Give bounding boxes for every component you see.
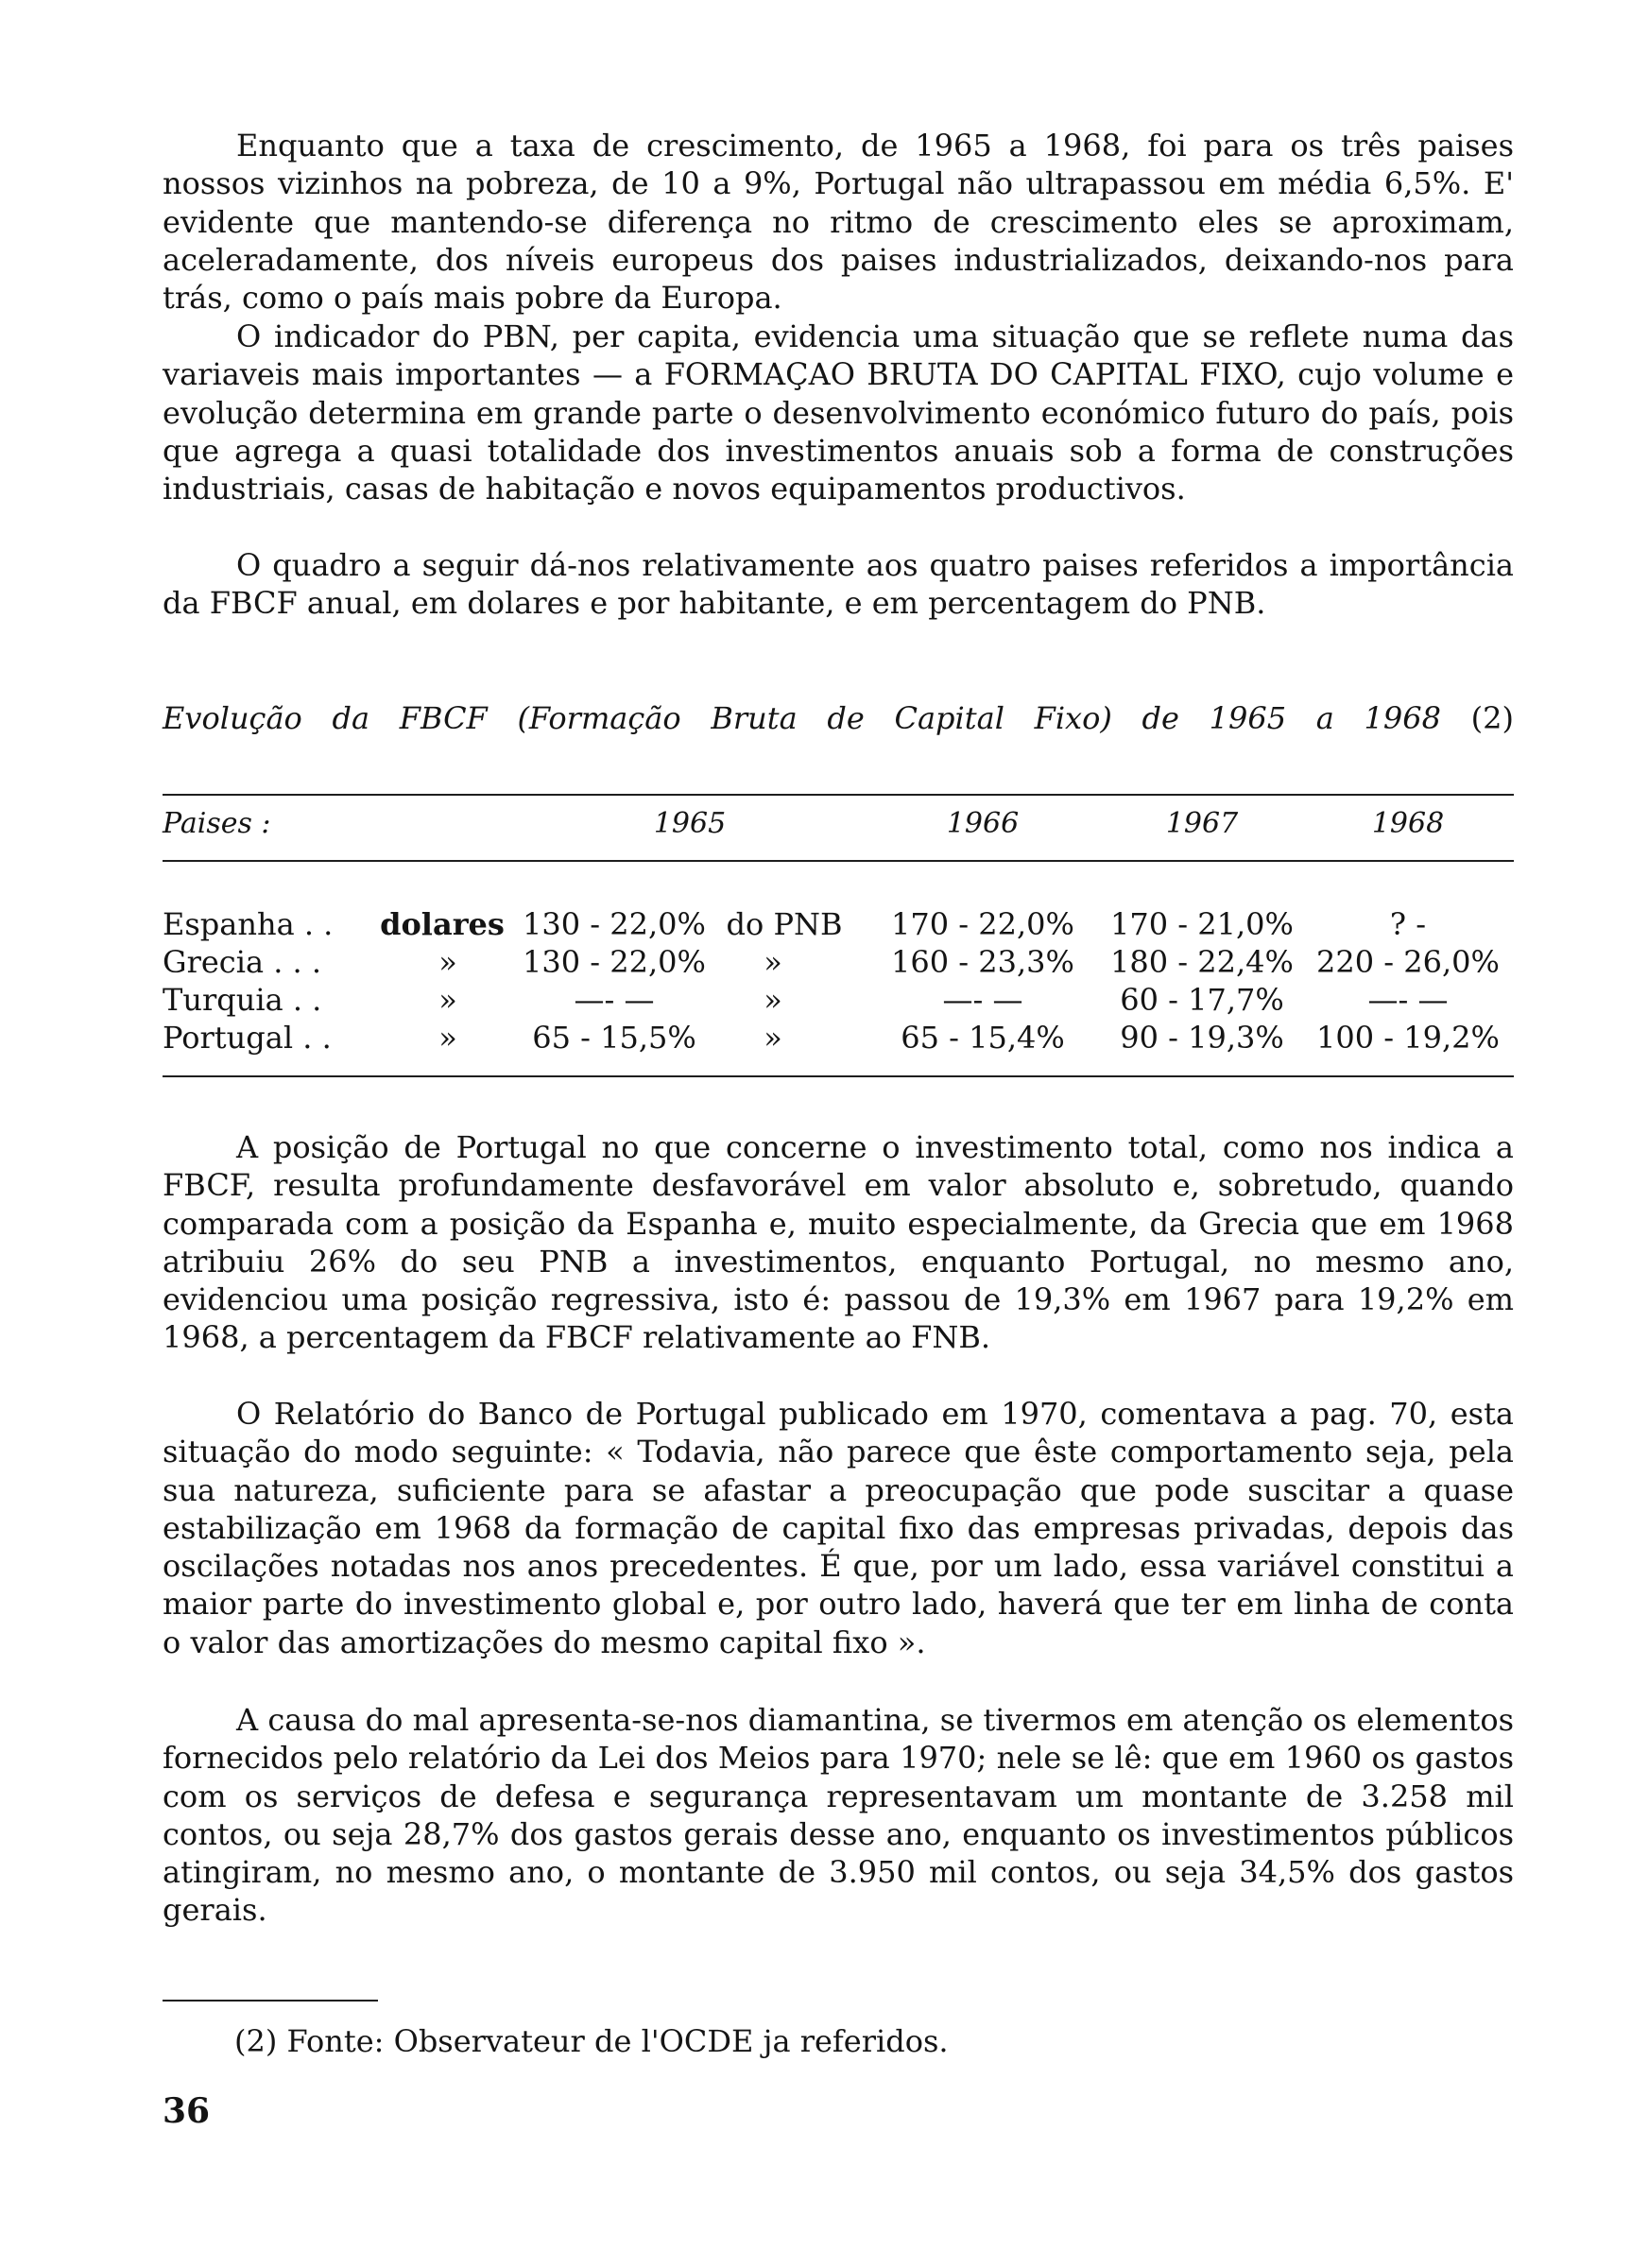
footnote-rule [163, 2000, 378, 2002]
paragraph-table-intro: O quadro a seguir dá-nos relativamente aos quatro paises referidos a importância da FBCF anual, em dolares e por habitante, e em percentagem do PNB. [163, 547, 1514, 622]
country-cell: Grecia . . . [163, 944, 322, 980]
ditto-cell: » [764, 1020, 782, 1056]
value-1967-cell: 170 - 21,0% [1110, 906, 1294, 942]
ditto-cell: » [764, 982, 782, 1018]
table-header-country: Paises : [163, 807, 271, 840]
value-1965-cell: 130 - 22,0% [523, 944, 706, 980]
table-header-1965: 1965 [653, 807, 727, 840]
caption-word: a [1315, 700, 1334, 736]
table-header-1966: 1966 [946, 807, 1020, 840]
country-cell: Turquia . . [163, 982, 322, 1018]
table-caption [163, 699, 1514, 737]
caption-word: Capital [894, 700, 1004, 736]
caption-word: 1965 [1209, 700, 1287, 736]
value-1966-cell: 170 - 22,0% [891, 906, 1074, 942]
table-header-1968: 1968 [1371, 807, 1445, 840]
caption-word: de [827, 700, 865, 736]
caption-word: Evolução [163, 700, 302, 736]
unit-cell: » [438, 982, 457, 1018]
value-1968-cell: ? - [1389, 906, 1427, 942]
ditto-cell: do PNB [726, 906, 843, 942]
paragraph-bank-report: O Relatório do Banco de Portugal publicado em 1970, comentava a pag. 70, esta situação do modo seguinte: « Todavia, não parece que êste comportamento seja, pela sua natureza, suficiente para se afastar a preocupação que pode suscitar a quase estabilização em 1968 da formação de capital fixo das empresas privadas, depois das oscilações notadas nos anos precedentes. É que, por um lado, essa variável constitui a maior parte do investimento global e, por outro lado, haverá que ter em linha de conta o valor das amortizações do mesmo capital fixo ». [163, 1396, 1514, 1660]
caption-note: (2) [1470, 700, 1514, 736]
value-1965-cell: —- — [574, 982, 655, 1018]
value-1966-cell: —- — [942, 982, 1023, 1018]
table-header-1967: 1967 [1165, 807, 1239, 840]
paragraph-portugal-position: A posição de Portugal no que concerne o investimento total, como nos indica a FBCF, resulta profundamente desfavorável em valor absoluto e, sobretudo, quando comparada com a posição da Espanha e, muito especialmente, da Grecia que em 1968 atribuiu 26% do seu PNB a investimentos, enquanto Portugal, no mesmo ano, evidenciou uma posição regressiva, isto é: passou de 19,3% em 1967 para 19,2% em 1968, a percentagem da FBCF relativamente ao FNB. [163, 1129, 1514, 1356]
value-1968-cell: 220 - 26,0% [1316, 944, 1500, 980]
footnote: (2) Fonte: Observateur de l'OCDE ja referidos. [234, 2023, 949, 2059]
value-1966-cell: 160 - 23,3% [891, 944, 1074, 980]
unit-cell: » [438, 944, 457, 980]
value-1965-cell: 65 - 15,5% [532, 1020, 696, 1056]
value-1967-cell: 60 - 17,7% [1120, 982, 1284, 1018]
value-1967-cell: 90 - 19,3% [1120, 1020, 1284, 1056]
caption-word: da [332, 700, 370, 736]
table-bottom-rule [163, 1075, 1514, 1077]
country-cell: Portugal . . [163, 1020, 332, 1056]
value-1968-cell: 100 - 19,2% [1316, 1020, 1500, 1056]
value-1967-cell: 180 - 22,4% [1110, 944, 1294, 980]
page-number: 36 [163, 2091, 211, 2131]
paragraph-cause: A causa do mal apresenta-se-nos diamantina, se tivermos em atenção os elementos fornecidos pelo relatório da Lei dos Meios para 1970; nele se lê: que em 1960 os gastos com os serviços de defesa e segurança representavam um montante de 3.258 mil contos, ou seja 28,7% dos gastos gerais desse ano, enquanto os investimentos públicos atingiram, no mesmo ano, o montante de 3.950 mil contos, ou seja 34,5% dos gastos gerais. [163, 1702, 1514, 1929]
table-top-rule [163, 794, 1514, 796]
caption-word: FBCF [399, 700, 488, 736]
country-cell: Espanha . . [163, 906, 334, 942]
value-1966-cell: 65 - 15,4% [901, 1020, 1065, 1056]
table-header-rule [163, 860, 1514, 862]
caption-word: (Formação [517, 700, 681, 736]
paragraph-growth-rate: Enquanto que a taxa de crescimento, de 1965 a 1968, foi para os três paises nossos vizinhos na pobreza, de 10 a 9%, Portugal não ultrapassou em média 6,5%. E' evidente que mantendo-se diferença no ritmo de crescimento eles se aproximam, aceleradamente, dos níveis europeus dos paises industrializados, deixando-nos para trás, como o país mais pobre da Europa. [163, 128, 1514, 317]
caption-word: Fixo) [1034, 700, 1112, 736]
ditto-cell: » [764, 944, 782, 980]
unit-cell: » [438, 1020, 457, 1056]
paragraph-pbn-indicator: O indicador do PBN, per capita, evidencia uma situação que se reflete numa das variaveis mais importantes — a FORMAÇAO BRUTA DO CAPITAL FIXO, cujo volume e evolução determina em grande parte o desenvolvimento económico futuro do país, pois que agrega a quasi totalidade dos investimentos anuais sob a forma de construções industriais, casas de habitação e novos equipamentos productivos. [163, 318, 1514, 507]
unit-cell: dolares [380, 906, 505, 942]
caption-word: 1968 [1364, 700, 1441, 736]
value-1968-cell: —- — [1367, 982, 1449, 1018]
value-1965-cell: 130 - 22,0% [523, 906, 706, 942]
caption-word: de [1142, 700, 1179, 736]
caption-word: Bruta [711, 700, 798, 736]
